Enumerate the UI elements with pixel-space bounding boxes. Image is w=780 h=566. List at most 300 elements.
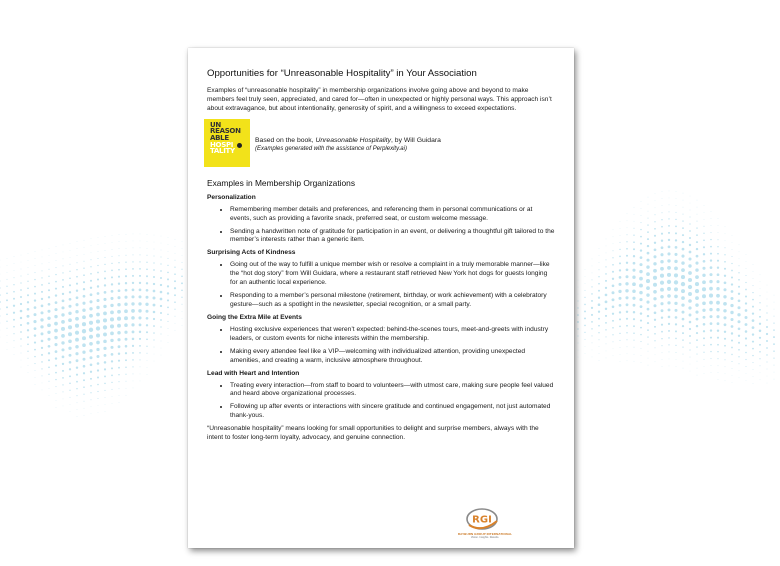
halftone-dot — [696, 255, 699, 258]
halftone-dot — [752, 348, 754, 350]
halftone-dot — [613, 237, 614, 238]
halftone-dot — [90, 273, 92, 275]
halftone-dot — [7, 265, 8, 266]
halftone-dot — [98, 237, 99, 238]
halftone-dot — [119, 395, 120, 396]
halftone-dot — [578, 294, 579, 295]
halftone-dot — [709, 301, 713, 305]
halftone-dot — [126, 388, 127, 389]
halftone-dot — [717, 253, 719, 255]
halftone-dot — [132, 366, 133, 367]
halftone-dot — [731, 347, 733, 349]
halftone-dot — [675, 212, 676, 213]
halftone-dot — [118, 345, 121, 348]
halftone-dot — [716, 294, 720, 298]
halftone-dot — [84, 401, 85, 402]
halftone-dot — [598, 311, 600, 313]
halftone-dot — [131, 323, 134, 326]
halftone-dot — [104, 390, 105, 391]
halftone-dot — [105, 236, 106, 237]
halftone-dot — [167, 272, 169, 274]
halftone-dot — [125, 289, 128, 292]
list-item: • Making every attendee feel like a VIP—welcoming with individualized attention, providing unexpected amenities, and creating a warm, inclusive atmosphere throughout. — [230, 348, 555, 366]
halftone-dot — [90, 392, 91, 393]
halftone-dot — [154, 256, 155, 257]
halftone-dot — [732, 249, 733, 250]
halftone-dot — [690, 196, 691, 197]
halftone-dot — [704, 366, 705, 367]
halftone-dot — [702, 274, 705, 277]
halftone-dot — [89, 328, 93, 332]
halftone-dot — [56, 393, 57, 394]
halftone-dot — [42, 383, 43, 384]
halftone-dot — [48, 359, 50, 361]
halftone-dot — [153, 283, 155, 285]
halftone-dot — [632, 269, 635, 272]
halftone-dot — [117, 317, 121, 321]
halftone-dot — [689, 223, 690, 224]
halftone-dot — [688, 306, 691, 309]
halftone-dot — [82, 351, 85, 354]
halftone-dot — [675, 330, 677, 332]
halftone-dot — [70, 411, 71, 412]
halftone-dot — [710, 322, 713, 325]
halftone-dot — [598, 297, 600, 299]
halftone-dot — [760, 282, 761, 283]
halftone-dot — [6, 299, 8, 301]
halftone-dot — [717, 337, 719, 339]
halftone-dot — [20, 317, 22, 319]
halftone-dot — [697, 368, 698, 369]
intro-paragraph: Examples of “unreasonable hospitality” in membership organizations involve going above and beyond to make members feel truly seen, appreciated, and cared for—often in unexpected or highly personal ways. This approach isn’t about extravagance, but about intentionality, generosity of spirit, and a willingness to exceed expectations. — [207, 87, 552, 112]
halftone-dot — [731, 290, 734, 293]
halftone-dot — [20, 331, 22, 333]
halftone-dot — [725, 374, 726, 375]
halftone-dot — [7, 342, 8, 343]
halftone-dot — [153, 276, 155, 278]
halftone-dot — [140, 374, 141, 375]
halftone-dot — [146, 282, 148, 284]
halftone-dot — [13, 291, 15, 293]
halftone-dot — [668, 232, 670, 234]
halftone-dot — [125, 282, 127, 284]
halftone-dot — [633, 325, 635, 327]
halftone-dot — [91, 239, 92, 240]
halftone-dot — [619, 249, 620, 250]
halftone-dot — [654, 221, 655, 222]
halftone-dot — [112, 249, 113, 250]
halftone-dot — [14, 340, 15, 341]
halftone-dot — [175, 239, 176, 240]
halftone-dot — [146, 346, 147, 347]
halftone-dot — [90, 266, 91, 267]
halftone-dot — [41, 354, 43, 356]
halftone-dot — [711, 218, 712, 219]
halftone-dot — [154, 361, 155, 362]
halftone-dot — [111, 367, 113, 369]
halftone-dot — [6, 306, 8, 308]
halftone-dot — [48, 352, 50, 354]
halftone-dot — [585, 276, 586, 277]
halftone-dot — [147, 241, 148, 242]
halftone-dot — [139, 289, 142, 292]
halftone-dot — [146, 324, 148, 326]
halftone-dot — [578, 301, 579, 302]
halftone-dot — [710, 232, 711, 233]
halftone-dot — [117, 324, 121, 328]
halftone-dot — [48, 366, 50, 368]
halftone-dot — [634, 221, 635, 222]
halftone-dot — [633, 304, 636, 307]
halftone-dot — [105, 250, 106, 251]
halftone-dot — [682, 214, 683, 215]
halftone-dot — [182, 248, 183, 249]
halftone-dot — [13, 305, 15, 307]
halftone-dot — [167, 314, 168, 315]
halftone-dot — [739, 378, 740, 379]
halftone-dot — [667, 287, 671, 291]
halftone-dot — [119, 241, 120, 242]
halftone-dot — [153, 325, 155, 327]
halftone-dot — [697, 200, 698, 201]
halftone-dot — [648, 365, 649, 366]
halftone-dot — [76, 283, 78, 285]
halftone-dot — [175, 246, 176, 247]
halftone-dot — [62, 300, 65, 303]
halftone-dot — [648, 204, 649, 205]
halftone-dot — [35, 265, 36, 266]
halftone-dot — [47, 331, 50, 334]
halftone-dot — [28, 260, 29, 261]
halftone-dot — [132, 268, 134, 270]
halftone-dot — [125, 275, 127, 277]
halftone-dot — [641, 348, 642, 349]
halftone-dot — [620, 242, 621, 243]
document-title: Opportunities for “Unreasonable Hospitality” in Your Association — [207, 68, 477, 79]
halftone-dot — [21, 276, 22, 277]
halftone-dot — [654, 340, 655, 341]
halftone-dot — [69, 291, 71, 293]
halftone-dot — [640, 320, 642, 322]
halftone-dot — [55, 294, 57, 296]
halftone-dot — [41, 347, 43, 349]
halftone-dot — [626, 339, 627, 340]
halftone-dot — [174, 309, 175, 310]
halftone-dot — [618, 297, 621, 300]
halftone-dot — [599, 339, 600, 340]
halftone-dot — [752, 319, 755, 322]
category-heading: Personalization — [207, 193, 256, 201]
halftone-dot — [54, 329, 58, 333]
halftone-dot — [146, 317, 149, 320]
halftone-dot — [717, 358, 718, 359]
halftone-dot — [718, 379, 719, 380]
halftone-dot — [681, 268, 685, 272]
halftone-dot — [147, 255, 148, 256]
halftone-dot — [118, 289, 121, 292]
halftone-dot — [682, 339, 684, 341]
halftone-dot — [41, 332, 44, 335]
halftone-dot — [139, 331, 141, 333]
halftone-dot — [716, 315, 719, 318]
halftone-dot — [683, 200, 684, 201]
halftone-dot — [181, 276, 183, 278]
halftone-dot — [648, 197, 649, 198]
halftone-dot — [682, 234, 684, 236]
halftone-dot — [89, 300, 92, 303]
halftone-dot — [70, 397, 71, 398]
halftone-dot — [578, 350, 579, 351]
halftone-dot — [606, 246, 607, 247]
halftone-dot — [599, 269, 600, 270]
halftone-dot — [97, 265, 98, 266]
halftone-dot — [174, 287, 176, 289]
halftone-dot — [90, 378, 92, 380]
halftone-dot — [696, 227, 697, 228]
halftone-dot — [626, 311, 628, 313]
halftone-dot — [132, 330, 135, 333]
halftone-dot — [112, 403, 113, 404]
halftone-dot — [696, 354, 697, 355]
halftone-dot — [89, 307, 92, 310]
halftone-dot — [667, 280, 671, 284]
halftone-dot — [89, 314, 93, 318]
halftone-dot — [612, 306, 615, 309]
halftone-dot — [146, 331, 148, 333]
halftone-dot — [695, 296, 699, 300]
halftone-dot — [56, 260, 57, 261]
halftone-dot — [641, 208, 642, 209]
halftone-dot — [746, 366, 747, 367]
halftone-dot — [131, 309, 135, 313]
halftone-dot — [731, 276, 733, 278]
halftone-dot — [174, 273, 176, 275]
halftone-dot — [97, 292, 100, 295]
book-title: Unreasonable Hospitality — [315, 137, 392, 145]
halftone-dot — [654, 311, 657, 314]
halftone-dot — [98, 405, 99, 406]
halftone-dot — [132, 359, 134, 361]
halftone-dot — [639, 270, 642, 273]
halftone-dot — [49, 388, 50, 389]
halftone-dot — [703, 337, 705, 339]
halftone-dot — [773, 350, 775, 352]
halftone-dot — [28, 267, 29, 268]
halftone-dot — [633, 228, 634, 229]
halftone-dot — [175, 316, 176, 317]
halftone-dot — [83, 365, 86, 368]
halftone-dot — [703, 323, 706, 326]
halftone-dot — [41, 361, 43, 363]
halftone-dot — [592, 273, 593, 274]
halftone-dot — [654, 228, 656, 230]
halftone-dot — [746, 261, 747, 262]
halftone-dot — [161, 341, 162, 342]
halftone-dot — [76, 290, 78, 292]
halftone-dot — [132, 352, 134, 354]
halftone-dot — [69, 368, 71, 370]
halftone-dot — [111, 283, 113, 285]
halftone-dot — [7, 335, 8, 336]
halftone-dot — [35, 384, 36, 385]
halftone-dot — [154, 235, 155, 236]
halftone-dot — [774, 309, 775, 310]
halftone-dot — [732, 375, 733, 376]
halftone-dot — [752, 333, 754, 335]
halftone-dot — [738, 279, 740, 281]
halftone-dot — [578, 343, 579, 344]
halftone-dot — [627, 346, 628, 347]
halftone-dot — [718, 372, 719, 373]
halftone-dot — [731, 263, 732, 264]
halftone-dot — [620, 361, 621, 362]
halftone-dot — [167, 307, 169, 309]
halftone-dot — [111, 353, 114, 356]
halftone-dot — [704, 359, 705, 360]
halftone-dot — [146, 275, 148, 277]
halftone-dot — [70, 243, 71, 244]
list-item: • Sending a handwritten note of gratitude for participation in an event, or delivering a thoughtful gift tailored to the member’s interests rather than a generic item. — [230, 228, 555, 246]
halftone-dot — [667, 294, 671, 298]
halftone-dot — [647, 329, 649, 331]
halftone-dot — [689, 321, 692, 324]
halftone-dot — [34, 342, 36, 344]
halftone-dot — [676, 352, 677, 353]
halftone-dot — [704, 219, 705, 220]
halftone-dot — [634, 354, 635, 355]
halftone-dot — [753, 278, 754, 279]
halftone-dot — [598, 318, 600, 320]
halftone-dot — [111, 290, 114, 293]
halftone-dot — [0, 308, 1, 309]
halftone-dot — [745, 282, 746, 283]
halftone-dot — [738, 335, 740, 337]
halftone-dot — [725, 366, 726, 367]
book-cover-image: UN REASON ABLE HOSPI TALITY — [204, 119, 250, 167]
halftone-dot — [746, 380, 747, 381]
halftone-dot — [14, 277, 15, 278]
halftone-dot — [145, 310, 148, 313]
halftone-dot — [160, 291, 163, 294]
halftone-dot — [27, 315, 30, 318]
halftone-dot — [704, 205, 705, 206]
halftone-dot — [647, 231, 649, 233]
halftone-dot — [27, 308, 30, 311]
halftone-dot — [709, 280, 712, 283]
halftone-dot — [682, 241, 684, 243]
list-item: • Following up after events or interactions with sincere gratitude and continued engagement, not just automated thank-yous. — [230, 403, 555, 421]
halftone-dot — [62, 384, 63, 385]
halftone-dot — [662, 352, 663, 353]
halftone-dot — [70, 257, 71, 258]
halftone-dot — [578, 357, 579, 358]
halftone-dot — [626, 318, 628, 320]
halftone-dot — [124, 303, 127, 306]
halftone-dot — [117, 338, 120, 341]
bullet-list — [207, 206, 555, 246]
halftone-dot — [153, 290, 156, 293]
halftone-dot — [118, 352, 120, 354]
halftone-dot — [591, 314, 593, 316]
halftone-dot — [695, 311, 698, 314]
halftone-dot — [76, 395, 77, 396]
halftone-dot — [647, 344, 648, 345]
halftone-dot — [34, 313, 37, 316]
halftone-dot — [69, 284, 71, 286]
halftone-dot — [709, 308, 712, 311]
halftone-dot — [119, 248, 120, 249]
halftone-dot — [6, 321, 7, 322]
halftone-dot — [110, 346, 113, 349]
halftone-dot — [760, 365, 761, 366]
halftone-dot — [774, 295, 775, 296]
halftone-dot — [83, 358, 86, 361]
halftone-dot — [753, 376, 754, 377]
halftone-dot — [683, 368, 684, 369]
halftone-dot — [710, 329, 712, 331]
halftone-dot — [56, 400, 57, 401]
halftone-dot — [35, 258, 36, 259]
halftone-dot — [55, 372, 57, 374]
halftone-dot — [618, 283, 621, 286]
halftone-dot — [745, 352, 747, 354]
halftone-dot — [27, 322, 30, 325]
halftone-dot — [661, 233, 663, 235]
halftone-dot — [68, 318, 72, 322]
halftone-dot — [56, 246, 57, 247]
halftone-dot — [640, 249, 642, 251]
halftone-dot — [647, 224, 648, 225]
halftone-dot — [696, 346, 697, 347]
halftone-dot — [139, 282, 141, 284]
halftone-dot — [674, 260, 677, 263]
halftone-dot — [605, 266, 606, 267]
halftone-dot — [668, 246, 671, 249]
halftone-dot — [111, 382, 112, 383]
halftone-dot — [605, 308, 607, 310]
halftone-dot — [697, 207, 698, 208]
halftone-dot — [674, 267, 678, 271]
halftone-dot — [62, 272, 63, 273]
halftone-dot — [182, 255, 183, 256]
halftone-dot — [753, 369, 754, 370]
halftone-dot — [182, 304, 183, 305]
category-heading: Lead with Heart and Intention — [207, 369, 300, 377]
document-page — [188, 48, 574, 548]
halftone-dot — [654, 248, 657, 251]
halftone-dot — [168, 244, 169, 245]
halftone-dot — [61, 320, 65, 324]
halftone-dot — [62, 370, 64, 372]
halftone-dot — [766, 340, 768, 342]
halftone-dot — [174, 294, 176, 296]
halftone-dot — [689, 244, 691, 246]
halftone-dot — [139, 338, 141, 340]
halftone-dot — [153, 262, 154, 263]
halftone-dot — [717, 239, 718, 240]
halftone-dot — [634, 214, 635, 215]
halftone-dot — [612, 278, 614, 280]
halftone-dot — [682, 332, 684, 334]
halftone-dot — [702, 280, 706, 284]
halftone-dot — [606, 259, 607, 260]
halftone-dot — [69, 361, 72, 364]
halftone-dot — [147, 248, 148, 249]
halftone-dot — [40, 325, 43, 328]
halftone-dot — [669, 351, 670, 352]
halftone-dot — [592, 357, 593, 358]
halftone-dot — [154, 354, 155, 355]
